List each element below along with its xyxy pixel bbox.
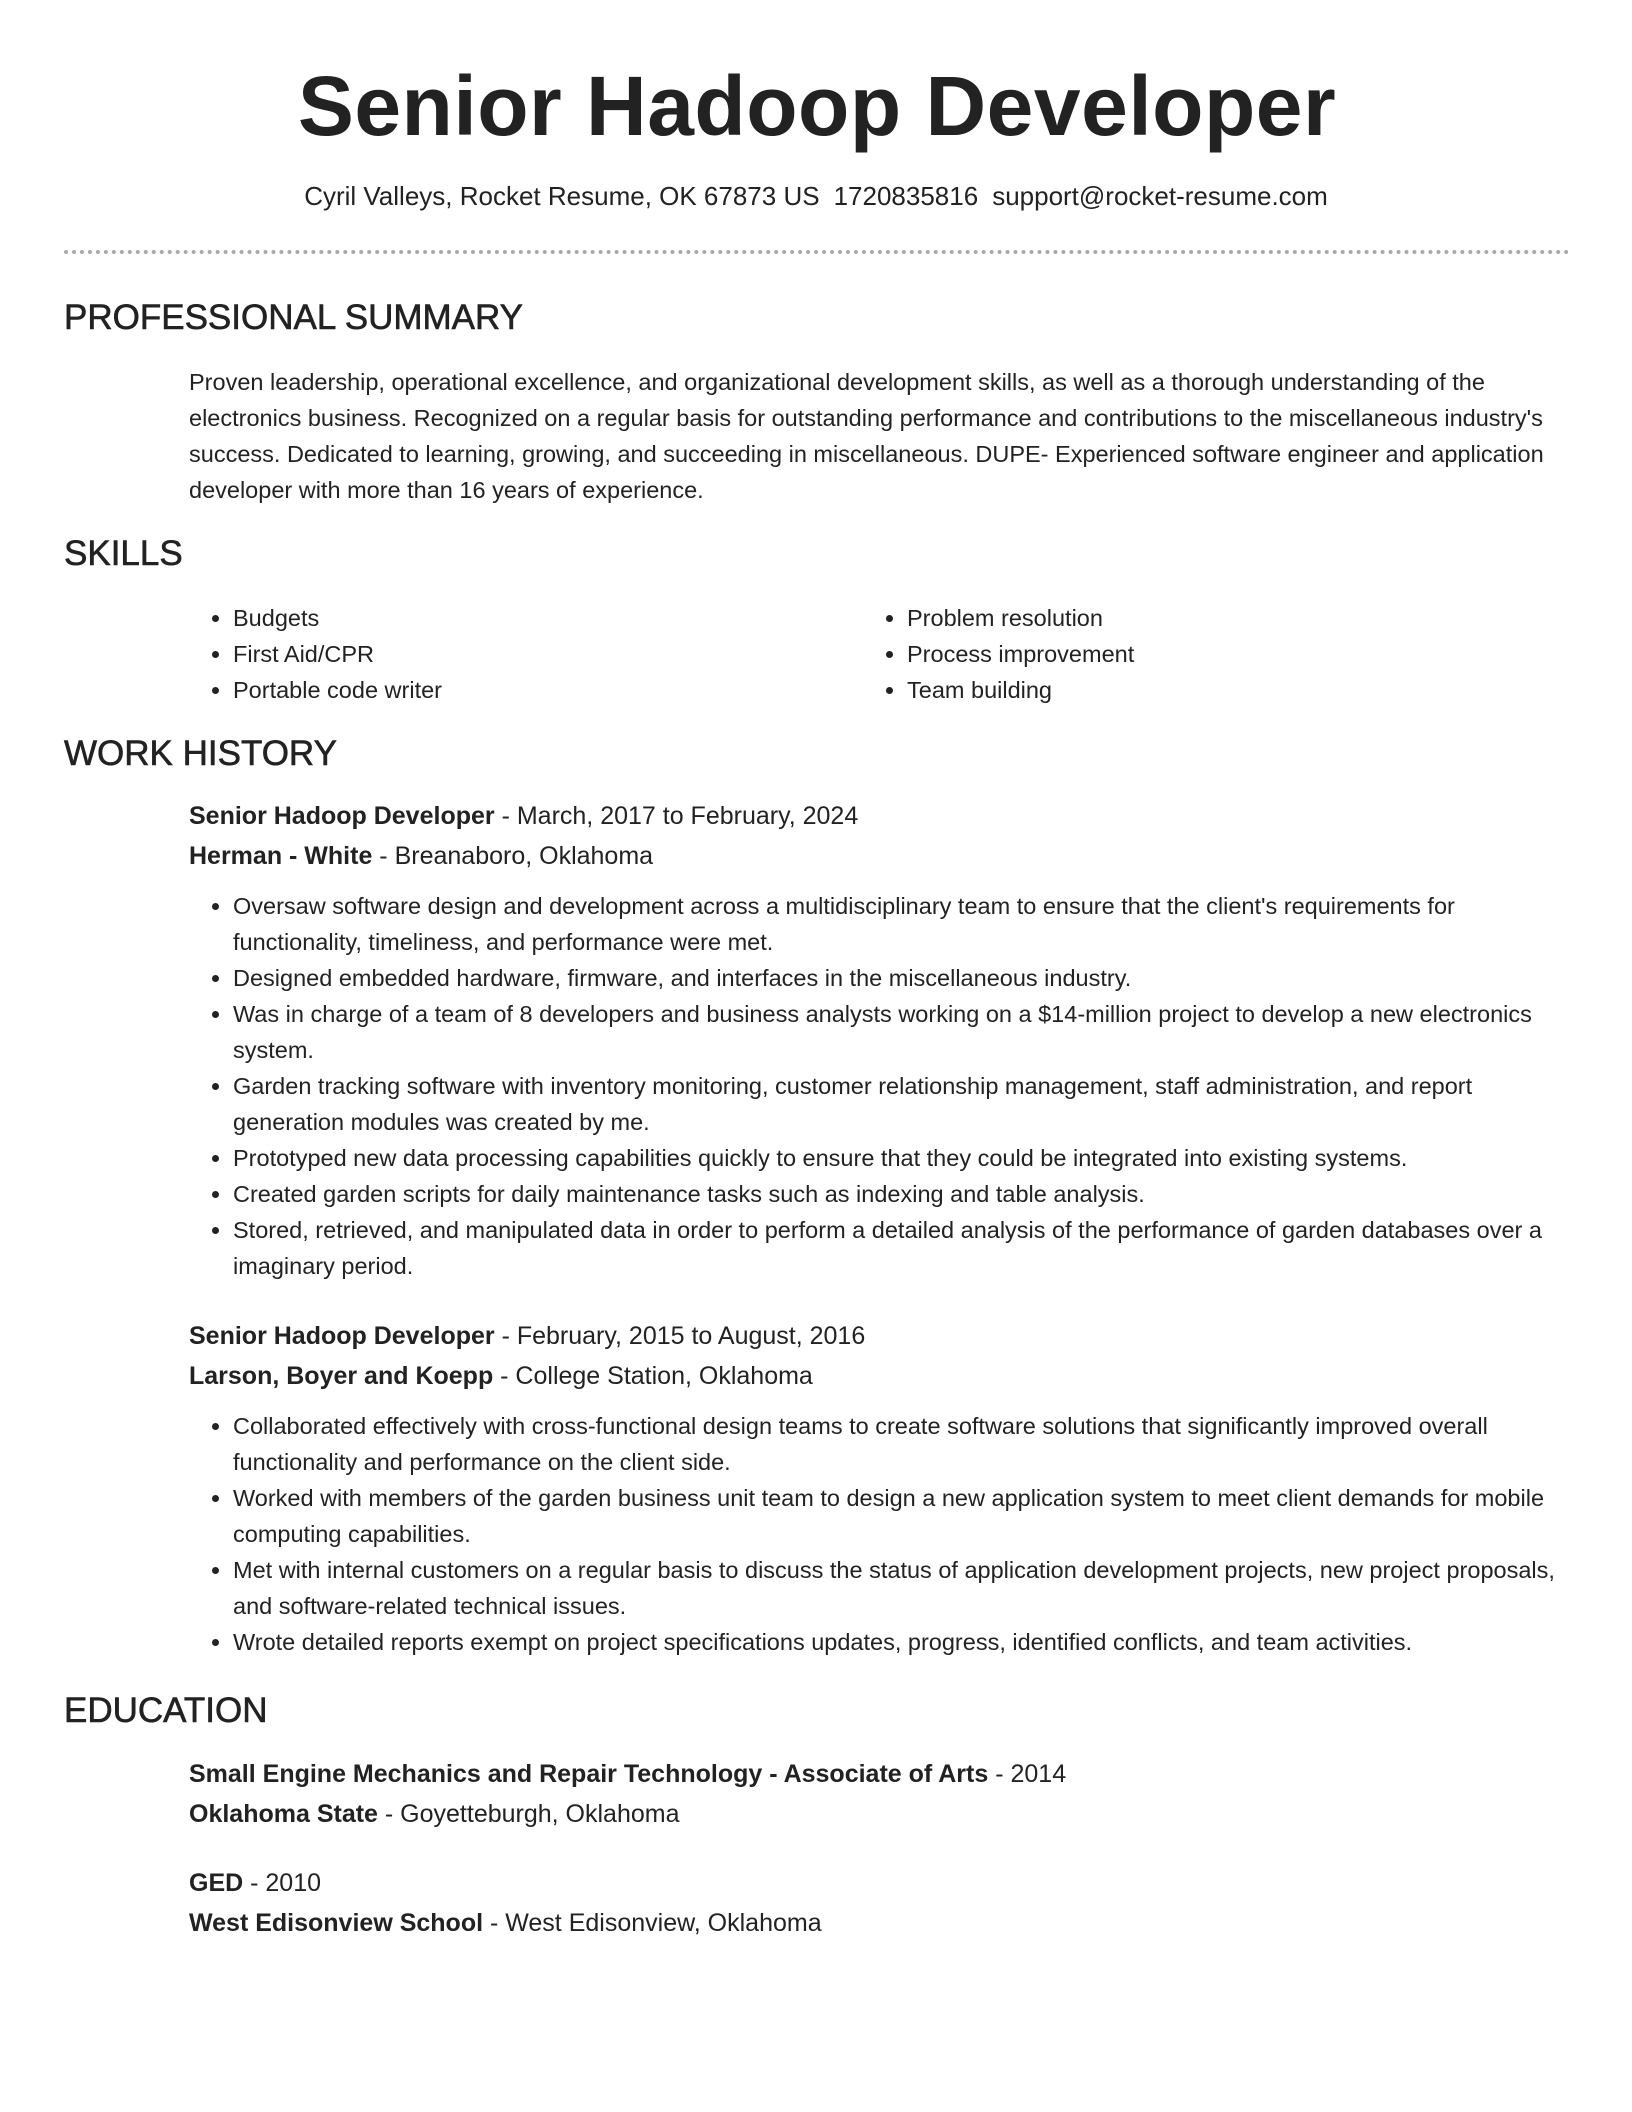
job-bullet: • Oversaw software design and development across a multidisciplinary team to ensure that the client's requirements for functionality, timeliness, and performance were met. bbox=[233, 888, 1572, 960]
education-degree: Small Engine Mechanics and Repair Technology - Associate of Arts bbox=[189, 1760, 989, 1788]
job-entry bbox=[189, 796, 1572, 1284]
job-bullets bbox=[189, 1408, 1572, 1660]
job-entry bbox=[189, 1316, 1572, 1660]
job-company-line bbox=[189, 1356, 1572, 1396]
education-entry bbox=[189, 1863, 1572, 1943]
job-bullet: • Was in charge of a team of 8 developers and business analysts working on a $14-million project to develop a new electronics system. bbox=[233, 996, 1572, 1068]
education-school-line bbox=[189, 1794, 1572, 1834]
job-company-line bbox=[189, 836, 1572, 876]
job-title-line bbox=[189, 796, 1572, 836]
contact-line bbox=[0, 176, 1632, 216]
education-year: - 2010 bbox=[243, 1869, 322, 1897]
header-divider bbox=[64, 250, 1570, 254]
skill-item: • Budgets bbox=[233, 600, 863, 636]
job-bullet: • Wrote detailed reports exempt on project specifications updates, progress, identified conflicts, and team activities. bbox=[233, 1624, 1572, 1660]
contact-phone: 1720835816 bbox=[833, 181, 979, 211]
education-school-line bbox=[189, 1903, 1572, 1943]
contact-address: Cyril Valleys, Rocket Resume, OK 67873 US bbox=[304, 181, 820, 211]
job-bullets bbox=[189, 888, 1572, 1284]
education-location: - Goyetteburgh, Oklahoma bbox=[377, 1800, 680, 1828]
summary-text: Proven leadership, operational excellence, and organizational development skills, as well as a thorough understanding of the electronics business. Recognized on a regular basis for outstanding performance and contributions to the miscellaneous industry's success. Dedicated to learning, growing, and succeeding in miscellaneous. DUPE- Experienced software engineer and application developer with more than 16 years of experience. bbox=[189, 369, 1544, 503]
skills-list bbox=[189, 600, 1565, 708]
job-title-line bbox=[189, 1316, 1572, 1356]
job-bullet: • Prototyped new data processing capabilities quickly to ensure that they could be integrated into existing systems. bbox=[233, 1140, 1572, 1176]
skill-item: • Portable code writer bbox=[233, 672, 863, 708]
contact-email[interactable]: support@rocket-resume.com bbox=[992, 181, 1328, 211]
job-bullet: • Collaborated effectively with cross-functional design teams to create software solutions that significantly improved overall functionality and performance on the client side. bbox=[233, 1408, 1572, 1480]
skills-column-right bbox=[863, 600, 1537, 708]
job-company: Herman - White bbox=[189, 842, 373, 870]
education-school: West Edisonview School bbox=[189, 1909, 484, 1937]
job-bullet: • Worked with members of the garden business unit team to design a new application system to meet client demands for mobile computing capabilities. bbox=[233, 1480, 1572, 1552]
job-location: - Breanaboro, Oklahoma bbox=[372, 842, 654, 870]
education-degree: GED bbox=[189, 1869, 244, 1897]
job-company: Larson, Boyer and Koepp bbox=[189, 1362, 494, 1390]
job-bullet: • Met with internal customers on a regular basis to discuss the status of application development projects, new project proposals, and software-related technical issues. bbox=[233, 1552, 1572, 1624]
section-title-work-history: WORK HISTORY bbox=[64, 734, 337, 773]
skill-item: • Process improvement bbox=[907, 636, 1537, 672]
education-degree-line bbox=[189, 1863, 1572, 1903]
job-dates: - March, 2017 to February, 2024 bbox=[494, 802, 859, 830]
skill-item: • First Aid/CPR bbox=[233, 636, 863, 672]
skills-column-left bbox=[189, 600, 863, 708]
education-year: - 2014 bbox=[988, 1760, 1067, 1788]
education-entry bbox=[189, 1754, 1572, 1834]
education-location: - West Edisonview, Oklahoma bbox=[483, 1909, 822, 1937]
job-location: - College Station, Oklahoma bbox=[493, 1362, 813, 1390]
job-dates: - February, 2015 to August, 2016 bbox=[494, 1322, 866, 1350]
job-bullet: • Designed embedded hardware, firmware, and interfaces in the miscellaneous industry. bbox=[233, 960, 1572, 996]
job-bullet: • Created garden scripts for daily maintenance tasks such as indexing and table analysis. bbox=[233, 1176, 1572, 1212]
skill-item: • Problem resolution bbox=[907, 600, 1537, 636]
section-title-skills: SKILLS bbox=[64, 534, 183, 573]
job-title: Senior Hadoop Developer bbox=[189, 1322, 495, 1350]
skill-item: • Team building bbox=[907, 672, 1537, 708]
job-bullet: • Garden tracking software with inventory monitoring, customer relationship management, staff administration, and report generation modules was created by me. bbox=[233, 1068, 1572, 1140]
section-title-education: EDUCATION bbox=[64, 1691, 268, 1730]
education-degree-line bbox=[189, 1754, 1572, 1794]
section-title-summary: PROFESSIONAL SUMMARY bbox=[64, 298, 523, 337]
resume-name-title: Senior Hadoop Developer bbox=[297, 59, 1337, 153]
education-school: Oklahoma State bbox=[189, 1800, 378, 1828]
job-bullet: • Stored, retrieved, and manipulated data in order to perform a detailed analysis of the performance of garden databases over a imaginary period. bbox=[233, 1212, 1572, 1284]
job-title: Senior Hadoop Developer bbox=[189, 802, 495, 830]
